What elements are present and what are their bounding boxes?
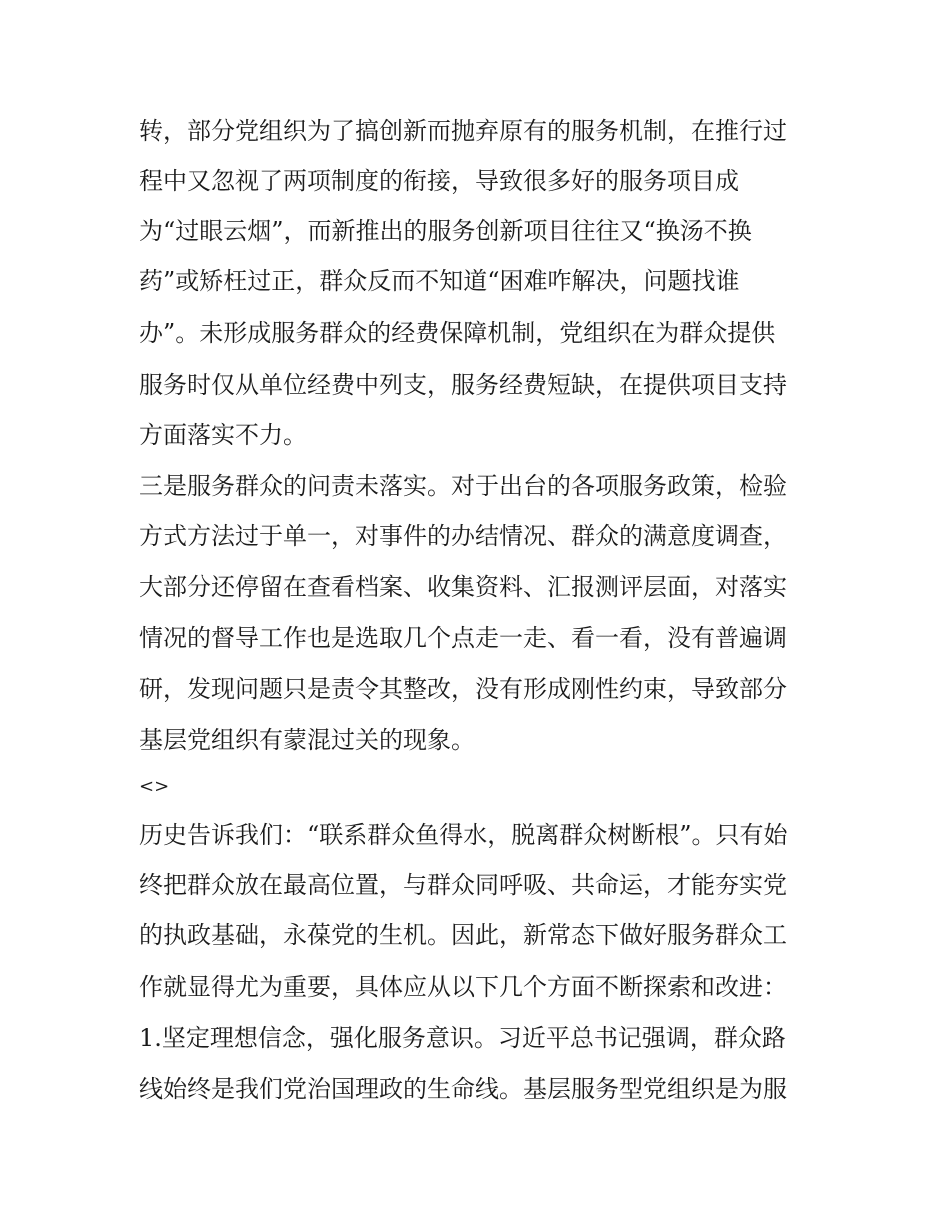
text-line: 办”。未形成服务群众的经费保障机制，党组织在为群众提供 <box>139 319 776 347</box>
text-line: 服务时仅从单位经费中列支，服务经费短缺，在提供项目支持 <box>139 371 787 399</box>
text-line: 线始终是我们党治国理政的生命线。基层服务型党组织是为服 <box>139 1075 787 1103</box>
text-line: 转，部分党组织为了搞创新而抛弃原有的服务机制，在推行过 <box>139 117 787 145</box>
text-line: 为“过眼云烟”，而新推出的服务创新项目往往又“换汤不换 <box>139 217 752 245</box>
text-line: 研，发现问题只是责令其整改，没有形成刚性约束，导致部分 <box>139 675 787 703</box>
section-marker: <> <box>139 776 170 797</box>
text-line: 方式方法过于单一，对事件的办结情况、群众的满意度调查， <box>139 522 787 550</box>
text-line: 情况的督导工作也是选取几个点走一走、看一看，没有普遍调 <box>139 624 787 652</box>
text-line: 基层党组织有蒙混过关的现象。 <box>139 726 475 754</box>
text-line: 三是服务群众的问责未落实。对于出台的各项服务政策，检验 <box>139 472 787 500</box>
text-line: 历史告诉我们：“联系群众鱼得水，脱离群众树断根”。只有始 <box>139 821 788 849</box>
text-line: 的执政基础，永葆党的生机。因此，新常态下做好服务群众工 <box>139 921 787 949</box>
text-line: 方面落实不力。 <box>139 421 307 449</box>
text-line: 药”或矫枉过正，群众反而不知道“困难咋解决，问题找谁 <box>139 267 740 295</box>
text-line: 作就显得尤为重要，具体应从以下几个方面不断探索和改进： <box>139 973 787 1001</box>
text-line: 终把群众放在最高位置，与群众同呼吸、共命运，才能夯实党 <box>139 871 787 899</box>
text-line: 1.坚定理想信念，强化服务意识。习近平总书记强调，群众路 <box>139 1024 786 1052</box>
text-line: 程中又忽视了两项制度的衔接，导致很多好的服务项目成 <box>139 167 739 195</box>
text-line: 大部分还停留在查看档案、收集资料、汇报测评层面，对落实 <box>139 573 787 601</box>
